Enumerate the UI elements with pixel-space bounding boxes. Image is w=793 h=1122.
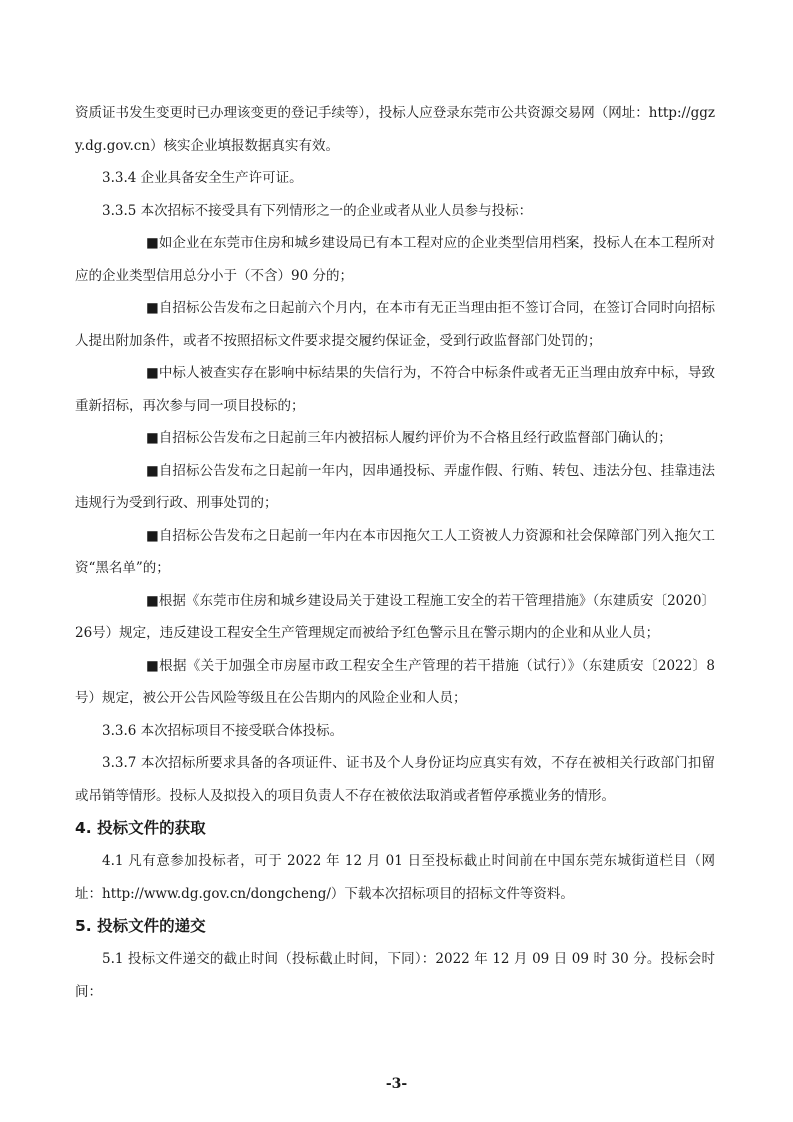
paragraph-qualification-change: 资质证书发生变更时已办理该变更的登记手续等），投标人应登录东莞市公共资源交易网（网址：http://ggzy.dg.gov.cn）核实企业填报数据真实有效。 (75, 105, 715, 154)
page-number: -3- (385, 1076, 408, 1092)
bullet-refuse-contract: ■自招标公告发布之日起前六个月内，在本市有无正当理由拒不签订合同，在签订合同时向招标人提出附加条件，或者不按照招标文件要求提交履约保证金，受到行政监督部门处罚的； (75, 300, 715, 349)
bullet-credit-score: ■如企业在东莞市住房和城乡建设局已有本工程对应的企业类型信用档案，投标人在本工程所对应的企业类型信用总分小于（不含）90 分的； (75, 235, 715, 284)
paragraph-5-1: 5.1 投标文件递交的截止时间（投标截止时间，下同）：2022 年 12 月 09 日 09 时 30 分。投标会时间： (75, 951, 715, 1000)
section-4-heading: 4. 投标文件的获取 (75, 819, 206, 837)
bullet-risk-announcement: ■根据《关于加强全市房屋市政工程安全生产管理的若干措施（试行）》（东建质安〔2022〕8 号）规定，被公开公告风险等级且在公告期内的风险企业和人员； (75, 657, 715, 706)
section-5-heading: 5. 投标文件的递交 (75, 917, 206, 935)
paragraph-4-1: 4.1 凡有意参加投标者，可于 2022 年 12 月 01 日至投标截止时间前在中国东莞东城街道栏目（网址：http://www.dg.gov.cn/dongcheng/）下载本次招标项目的招标文件等资料。 (75, 853, 715, 902)
bullet-collusion-penalty: ■自招标公告发布之日起前一年内，因串通投标、弄虚作假、行贿、转包、违法分包、挂靠违法违规行为受到行政、刑事处罚的； (75, 462, 715, 511)
bullet-unqualified-evaluation: ■自招标公告发布之日起前三年内被招标人履约评价为不合格且经行政监督部门确认的； (146, 430, 672, 446)
paragraph-3-3-7: 3.3.7 本次招标所要求具备的各项证件、证书及个人身份证均应真实有效，不存在被相关行政部门扣留或吊销等情形。投标人及拟投入的项目负责人不存在被依法取消或者暂停承揽业务的情形。 (75, 755, 715, 804)
paragraph-3-3-5: 3.3.5 本次招标不接受具有下列情形之一的企业或者从业人员参与投标： (102, 202, 533, 219)
bullet-red-warning: ■根据《东莞市住房和城乡建设局关于建设工程施工安全的若干管理措施》（东建质安〔2020〕26号）规定，违反建设工程安全生产管理规定而被给予红色警示且在警示期内的企业和从业人员； (75, 592, 715, 641)
document-body (75, 97, 715, 1008)
bullet-dishonest-winner: ■中标人被查实存在影响中标结果的失信行为，不符合中标条件或者无正当理由放弃中标，导致重新招标，再次参与同一项目投标的； (75, 365, 715, 414)
paragraph-3-3-4: 3.3.4 企业具备安全生产许可证。 (102, 170, 303, 186)
paragraph-3-3-6: 3.3.6 本次招标项目不接受联合体投标。 (102, 722, 344, 739)
bullet-wage-arrears-blacklist: ■自招标公告发布之日起前一年内在本市因拖欠工人工资被人力资源和社会保障部门列入拖欠工资“黑名单”的； (75, 527, 715, 576)
